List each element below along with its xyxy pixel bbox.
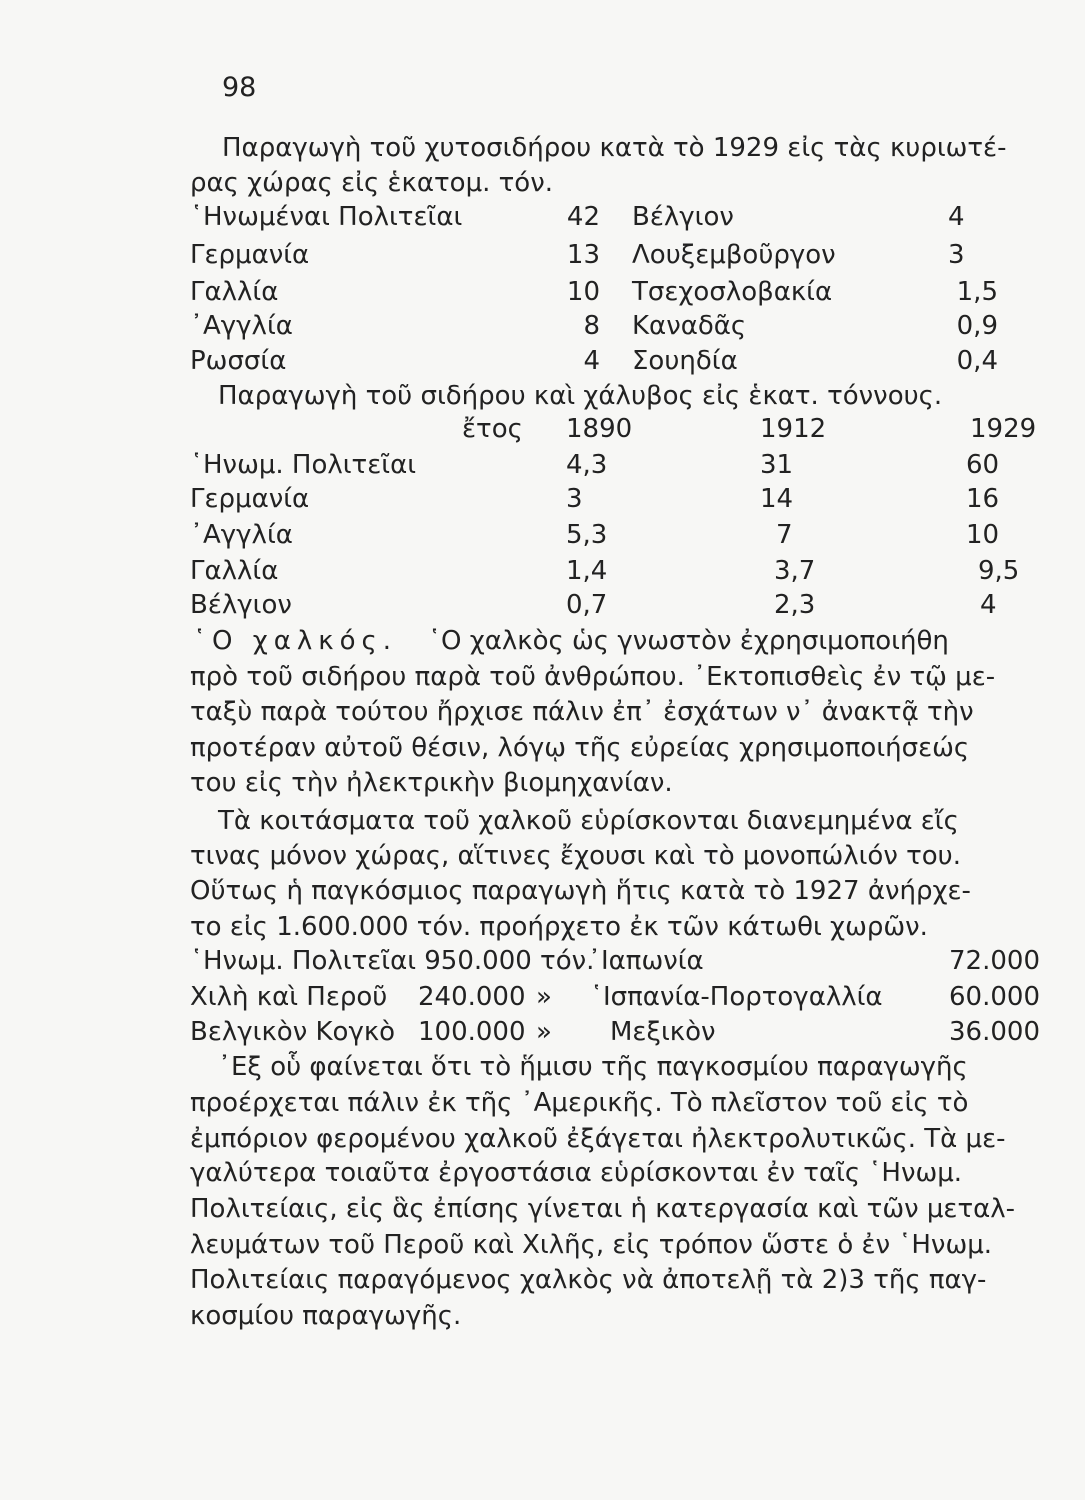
para2-line: Τὰ κοιτάσματα τοῦ χαλκοῦ εὑρίσκονται διανεμημένα εἴς: [218, 806, 959, 836]
table2-value-1890: 5,3: [566, 520, 608, 550]
table2-header-year: 1890: [566, 414, 633, 444]
para2-line: τινας μόνον χώρας, αἵτινες ἔχουσι καὶ τὸ μονοπώλιόν του.: [190, 841, 961, 871]
table2-row: [0, 450, 1085, 480]
table1-value-right: 4: [948, 202, 965, 232]
table2-value-1912: 31: [760, 450, 794, 480]
table1-row: [0, 311, 1085, 341]
para2-line: Οὕτως ἡ παγκόσμιος παραγωγὴ ἥτις κατὰ τὸ 1927 ἀνήρχε-: [190, 876, 971, 906]
para1-text: ῾Ο χαλκὸς ὡς γνωστὸν ἐχρησιμοποιήθη: [428, 626, 949, 656]
table1-row: [0, 202, 1085, 232]
table2-header: [0, 414, 1085, 444]
para3-line: Πολιτείαις παραγόμενος χαλκὸς νὰ ἀποτελῇ τὰ 2)3 τῆς παγ-: [190, 1265, 987, 1295]
table1-country-right: Καναδᾶς: [632, 311, 747, 341]
table2-value-1890: 0,7: [566, 590, 608, 620]
para2-line: το εἰς 1.600.000 τόν. προήρχετο ἐκ τῶν κάτωθι χωρῶν.: [190, 912, 928, 942]
table3-row: [0, 946, 1085, 976]
table2-country: ῾Ηνωμ. Πολιτεῖαι: [190, 450, 417, 480]
para3-line: γαλύτερα τοιαῦτα ἐργοστάσια εὑρίσκονται ἐν ταῖς ῾Ηνωμ.: [190, 1158, 963, 1188]
table3-country-right: ᾿Ιαπωνία: [588, 946, 704, 976]
table2-value-1929: 16: [966, 484, 1000, 514]
table2-header-label: ἔτος: [462, 414, 523, 444]
table1-value-right: 0,9: [956, 311, 998, 341]
table2-value-1890: 4,3: [566, 450, 608, 480]
para1-line: ταξὺ παρὰ τούτου ἤρχισε πάλιν ἐπ᾿ ἐσχάτων ν᾿ ἀνακτᾷ τὴν: [190, 697, 974, 727]
table3-ditto-mark: »: [536, 1017, 552, 1047]
table1-value-right: 1,5: [956, 277, 998, 307]
table3-value-left: 100.000: [418, 1017, 526, 1047]
table3-country-left: Χιλὴ καὶ Περοῦ: [190, 982, 388, 1012]
table2-value-1912: 3,7: [774, 556, 816, 586]
table1-country-right: Λουξεμβοῦργον: [632, 240, 836, 270]
table1-row: [0, 277, 1085, 307]
table2-row: [0, 590, 1085, 620]
page-number: 98: [222, 72, 257, 103]
table1-country-left: Γαλλία: [190, 277, 279, 307]
table3-value-left: 240.000: [418, 982, 526, 1012]
para1-line: πρὸ τοῦ σιδήρου παρὰ τοῦ ἀνθρώπου. ᾿Εκτοπισθεὶς ἐν τῷ με-: [190, 662, 996, 692]
table2-value-1912: 7: [776, 520, 793, 550]
para3-line: κοσμίου παραγωγῆς.: [190, 1301, 462, 1331]
table2-row: [0, 520, 1085, 550]
table3-ditto-mark: »: [536, 982, 552, 1012]
table3-country-left: Βελγικὸν Κογκὸ: [190, 1017, 396, 1047]
table2-row: [0, 484, 1085, 514]
table2-country: Γερμανία: [190, 484, 310, 514]
para3-line: λευμάτων τοῦ Περοῦ καὶ Χιλῆς, εἰς τρόπον ὥστε ὁ ἐν ῾Ηνωμ.: [190, 1230, 993, 1260]
table1-country-left: Ρωσσία: [190, 346, 287, 376]
table1-country-right: Τσεχοσλοβακία: [632, 277, 833, 307]
table2-value-1912: 14: [760, 484, 794, 514]
table3-country-right: Μεξικὸν: [610, 1017, 716, 1047]
table3-value-right: 60.000: [949, 982, 1040, 1012]
table1-title-line1: Παραγωγὴ τοῦ χυτοσιδήρου κατὰ τὸ 1929 εἰς τὰς κυριωτέ-: [222, 133, 1007, 163]
para1-line: προτέραν αὐτοῦ θέσιν, λόγῳ τῆς εὐρείας χρησιμοποιήσεώς: [190, 733, 970, 763]
para3-line: ᾿Εξ οὗ φαίνεται ὅτι τὸ ἥμισυ τῆς παγκοσμίου παραγωγῆς: [218, 1052, 968, 1082]
table2-header-year: 1929: [970, 414, 1037, 444]
table2-value-1929: 60: [966, 450, 1000, 480]
table3-row: [0, 1017, 1085, 1047]
table2-header-year: 1912: [760, 414, 827, 444]
table1-row: [0, 240, 1085, 270]
table3-value-right: 72.000: [949, 946, 1040, 976]
table1-value-left: 13: [566, 240, 600, 270]
para3-line: ἐμπόριον φερομένου χαλκοῦ ἐξάγεται ἠλεκτρολυτικῶς. Τὰ με-: [190, 1124, 1006, 1154]
table2-country: Γαλλία: [190, 556, 279, 586]
table2-value-1929: 10: [966, 520, 1000, 550]
table1-country-right: Σουηδία: [632, 346, 738, 376]
para3-line: προέρχεται πάλιν ἐκ τῆς ᾿Αμερικῆς. Τὸ πλεῖστον τοῦ εἰς τὸ: [190, 1088, 969, 1118]
table3-left-entry: ῾Ηνωμ. Πολιτεῖαι 950.000 τόν.: [190, 946, 595, 976]
section-heading: ῾Ο χαλκός.: [193, 626, 398, 656]
table2-value-1912: 2,3: [774, 590, 816, 620]
table1-value-left: 42: [566, 202, 600, 232]
table1-value-left: 10: [566, 277, 600, 307]
para3-line: Πολιτείαις, εἰς ἃς ἐπίσης γίνεται ἡ κατεργασία καὶ τῶν μεταλ-: [190, 1194, 1016, 1224]
table1-value-left: 8: [583, 311, 600, 341]
table3-row: [0, 982, 1085, 1012]
table1-value-right: 3: [948, 240, 965, 270]
table2-value-1890: 1,4: [566, 556, 608, 586]
para1-line1: [0, 626, 1085, 656]
table1-row: [0, 346, 1085, 376]
table2-value-1929: 9,5: [978, 556, 1020, 586]
para1-line: του εἰς τὴν ἠλεκτρικὴν βιομηχανίαν.: [190, 768, 673, 798]
table2-country: ᾿Αγγλία: [190, 520, 293, 550]
table2-country: Βέλγιον: [190, 590, 292, 620]
table2-value-1890: 3: [566, 484, 583, 514]
table1-country-left: ῾Ηνωμέναι Πολιτεῖαι: [190, 202, 463, 232]
table1-country-left: Γερμανία: [190, 240, 310, 270]
table3-country-right: ῾Ισπανία-Πορτογαλλία: [590, 982, 883, 1012]
table3-value-right: 36.000: [949, 1017, 1040, 1047]
table1-value-left: 4: [583, 346, 600, 376]
table2-row: [0, 556, 1085, 586]
table1-country-right: Βέλγιον: [632, 202, 734, 232]
table1-title-line2: ρας χώρας εἰς ἑκατομ. τόν.: [190, 168, 553, 198]
table2-title: Παραγωγὴ τοῦ σιδήρου καὶ χάλυβος εἰς ἑκατ. τόννους.: [218, 381, 943, 411]
table1-country-left: ᾿Αγγλία: [190, 311, 293, 341]
table2-value-1929: 4: [980, 590, 997, 620]
table1-value-right: 0,4: [956, 346, 998, 376]
